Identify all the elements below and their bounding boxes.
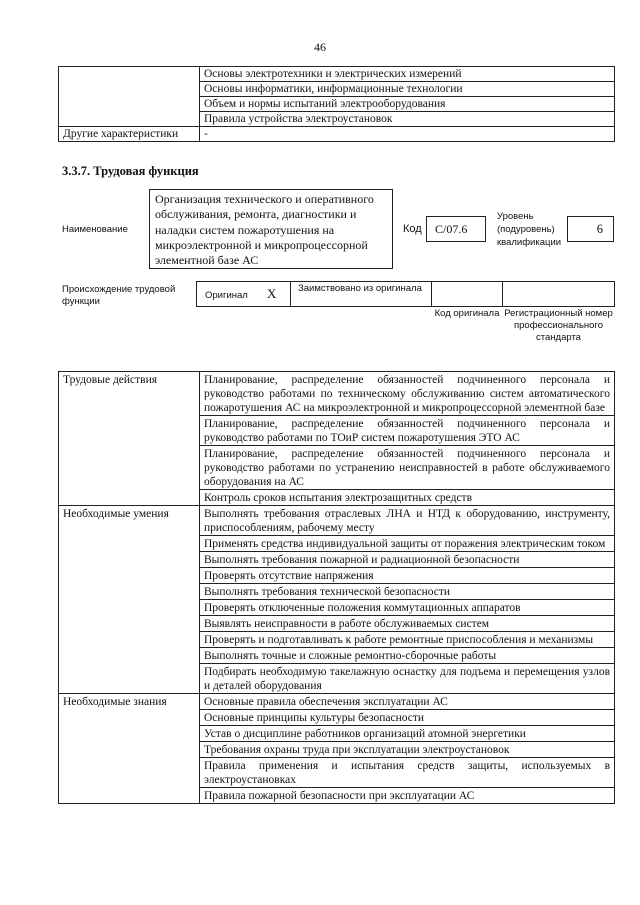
original-label: Оригинал	[205, 290, 248, 301]
level-value-box: 6	[567, 216, 614, 242]
main-table	[58, 371, 615, 804]
table-cell: Проверять и подготавливать к работе ремонтные приспособления и механизмы	[200, 632, 615, 648]
code-label: Код	[403, 223, 422, 235]
borrowed-cell	[290, 281, 432, 307]
table-cell: Правила пожарной безопасности при эксплуатации АС	[200, 788, 615, 804]
empty-category-cell	[59, 67, 200, 127]
table-cell: Выполнять точные и сложные ремонтно-сборочные работы	[200, 648, 615, 664]
borrowed-label: Заимствовано из оригинала	[298, 283, 422, 294]
name-label: Наименование	[62, 224, 128, 235]
table-cell: Применять средства индивидуальной защиты от поражения электрическим током	[200, 536, 615, 552]
table-cell: Планирование, распределение обязанностей подчиненного персонала и руководство работами по устранению неисправностей в работе обслуживаемого оборудования на АС	[200, 446, 615, 490]
table-row	[59, 372, 615, 416]
code-original-cell	[431, 281, 503, 307]
table-cell: Проверять отсутствие напряжения	[200, 568, 615, 584]
table-cell: Проверять отключенные положения коммутационных аппаратов	[200, 600, 615, 616]
table-cell: Выполнять требования технической безопасности	[200, 584, 615, 600]
level-label: Уровень (подуровень) квалификации	[497, 211, 562, 248]
table-cell: Основные правила обеспечения эксплуатации АС	[200, 694, 615, 710]
table-cell: Правила устройства электроустановок	[200, 112, 615, 127]
table-row	[59, 694, 615, 710]
table-cell: Выполнять требования пожарной и радиационной безопасности	[200, 552, 615, 568]
function-name-box: Организация технического и оперативного обслуживания, ремонта, диагностики и наладки систем пожаротушения на микроэлектронной и микропроцессорной элементной базе АС	[149, 189, 393, 269]
original-mark: X	[267, 286, 277, 301]
category-cell: Трудовые действия	[59, 372, 200, 506]
category-cell: Необходимые умения	[59, 506, 200, 694]
table-cell: Устав о дисциплине работников организаций атомной энергетики	[200, 726, 615, 742]
top-table	[58, 66, 615, 142]
table-cell: Требования охраны труда при эксплуатации электроустановок	[200, 742, 615, 758]
origin-label: Происхождение трудовой функции	[62, 284, 176, 307]
table-row	[59, 506, 615, 536]
table-cell: Выполнять требования отраслевых ЛНА и НТД к оборудованию, инструменту, приспособлениям, рабочему месту	[200, 506, 615, 536]
code-value-box: С/07.6	[426, 216, 486, 242]
table-cell: Основы электротехники и электрических измерений	[200, 67, 615, 82]
table-cell: Объем и нормы испытаний электрооборудования	[200, 97, 615, 112]
table-cell: Планирование, распределение обязанностей подчиненного персонала и руководство работами по техническому обслуживанию систем автоматического пожаротушения АС на микроэлектронной и микропроцессорной элементной базе	[200, 372, 615, 416]
section-title: 3.3.7. Трудовая функция	[62, 164, 199, 178]
category-cell: Необходимые знания	[59, 694, 200, 804]
table-cell: Планирование, распределение обязанностей подчиненного персонала и руководство работами по ТОиР систем пожаротушения ЭТО АС	[200, 416, 615, 446]
code-original-caption: Код оригинала	[434, 308, 500, 319]
table-cell: Основы информатики, информационные технологии	[200, 82, 615, 97]
table-cell: Правила применения и испытания средств защиты, используемых в электроустановках	[200, 758, 615, 788]
other-characteristics-value: -	[200, 127, 615, 142]
table-cell: Контроль сроков испытания электрозащитных средств	[200, 490, 615, 506]
table-row	[59, 67, 615, 82]
reg-number-cell	[502, 281, 615, 307]
table-row	[59, 127, 615, 142]
table-cell: Основные принципы культуры безопасности	[200, 710, 615, 726]
page-number: 46	[314, 40, 326, 54]
reg-number-caption: Регистрационный номер профессионального стандарта	[504, 308, 613, 343]
original-cell	[196, 281, 291, 307]
table-cell: Выявлять неисправности в работе обслуживаемых систем	[200, 616, 615, 632]
table-cell: Подбирать необходимую такелажную оснастку для подъема и перемещения узлов и деталей оборудования	[200, 664, 615, 694]
other-characteristics-label: Другие характеристики	[59, 127, 200, 142]
